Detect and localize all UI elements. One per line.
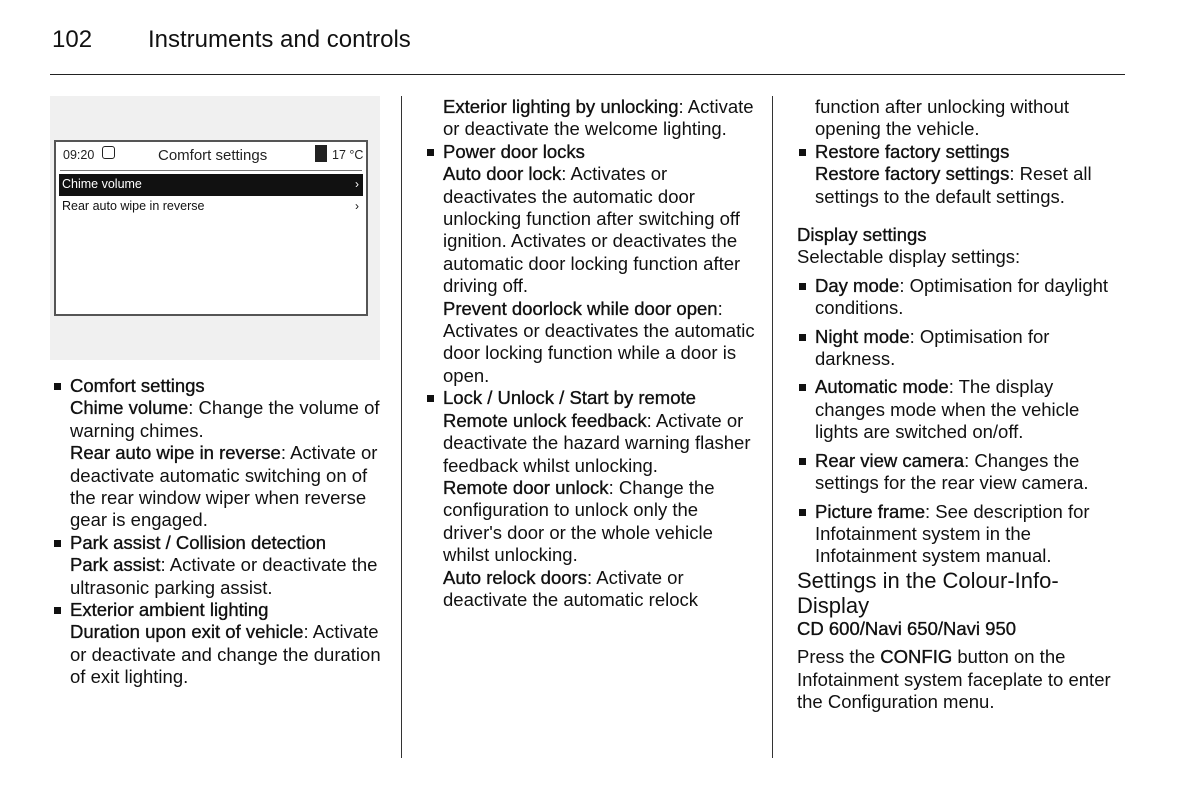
screen-temperature: 17 °C — [332, 148, 364, 162]
item-prevent-doorlock: Prevent doorlock while door open: Activates or deactivates the automatic door locking function while a door is open. — [443, 297, 755, 386]
item-remote-door-unlock: Remote door unlock: Change the configuration to unlock only the driver's door or the whole vehicle whilst unlocking. — [443, 476, 715, 566]
item-auto-door-lock: Auto door lock: Activates or deactivates the automatic door unlocking function after switching off ignition. Activates or deactivates the automatic door locking function after driving off. — [443, 163, 741, 297]
item-park-assist: Park assist: Activate or deactivate the ultrasonic parking assist. — [70, 554, 378, 598]
column-2 — [425, 96, 760, 611]
item-rear-view-camera: Rear view camera: Changes the settings for the rear view camera. — [797, 450, 1127, 495]
clock-icon — [102, 146, 115, 159]
screen-menu-item-label: Rear auto wipe in reverse — [62, 199, 205, 213]
item-auto-relock-doors: Auto relock doors: Activate or deactivate the automatic relock — [443, 566, 699, 610]
item-automatic-mode: Automatic mode: The display changes mode when the vehicle lights are switched on/off. — [797, 376, 1127, 443]
thermometer-icon — [315, 145, 327, 162]
item-picture-frame: Picture frame: See description for Infotainment system in the Infotainment system manual. — [797, 501, 1127, 568]
screen-menu-item-chime-volume — [59, 174, 363, 196]
screen-status-bar — [56, 142, 366, 174]
screen-divider — [60, 170, 362, 171]
item-restore-factory-settings: Restore factory settings: Reset all settings to the default settings. — [815, 163, 1092, 207]
section-title-exterior-ambient-lighting: Exterior ambient lighting — [52, 599, 387, 621]
config-instructions: Press the CONFIG button on the Infotainment system faceplate to enter the Configuration menu. — [797, 646, 1111, 712]
heading-display-settings: Display settings — [797, 224, 927, 246]
continued-text: function after unlocking without opening the vehicle. — [815, 96, 1070, 140]
item-night-mode: Night mode: Optimisation for darkness. — [797, 326, 1127, 371]
column-1 — [52, 375, 387, 689]
item-remote-unlock-feedback: Remote unlock feedback: Activate or deactivate the hazard warning flasher feedback whilst unlocking. — [443, 409, 751, 476]
screen-menu-item-label: Chime volume — [62, 177, 142, 191]
chevron-right-icon: › — [355, 177, 359, 191]
column-divider-2 — [772, 96, 773, 758]
chevron-right-icon: › — [355, 199, 359, 213]
item-exterior-lighting-by-unlocking: Exterior lighting by unlocking: Activate or deactivate the welcome lighting. — [443, 96, 754, 140]
header-rule — [50, 74, 1125, 75]
display-screen-illustration — [54, 140, 368, 316]
section-title-restore-factory-settings: Restore factory settings — [797, 141, 1127, 163]
section-title-comfort-settings: Comfort settings — [52, 375, 387, 397]
column-divider-1 — [401, 96, 402, 758]
screen-menu-item-rear-auto-wipe — [59, 196, 363, 218]
item-rear-auto-wipe: Rear auto wipe in reverse: Activate or deactivate automatic switching on of the rear window wiper when reverse gear is engaged. — [70, 442, 378, 531]
subheading-cd600-navi: CD 600/Navi 650/Navi 950 — [797, 617, 1017, 639]
item-day-mode: Day mode: Optimisation for daylight conditions. — [797, 275, 1127, 320]
screen-title: Comfort settings — [158, 147, 268, 164]
item-chime-volume: Chime volume: Change the volume of warning chimes. — [70, 397, 380, 441]
item-duration-upon-exit: Duration upon exit of vehicle: Activate or deactivate and change the duration of exit lighting. — [70, 621, 381, 688]
page-title: Instruments and controls — [148, 26, 411, 53]
heading-colour-info-display: Settings in the Colour-Info-Display — [797, 567, 1059, 618]
column-3 — [797, 96, 1127, 713]
section-title-power-door-locks: Power door locks — [425, 141, 760, 163]
section-title-lock-unlock-remote: Lock / Unlock / Start by remote — [425, 387, 760, 409]
display-settings-intro: Selectable display settings: — [797, 246, 1021, 268]
screen-time: 09:20 — [63, 148, 95, 162]
page-number: 102 — [52, 26, 93, 53]
section-title-park-assist: Park assist / Collision detection — [52, 532, 387, 554]
